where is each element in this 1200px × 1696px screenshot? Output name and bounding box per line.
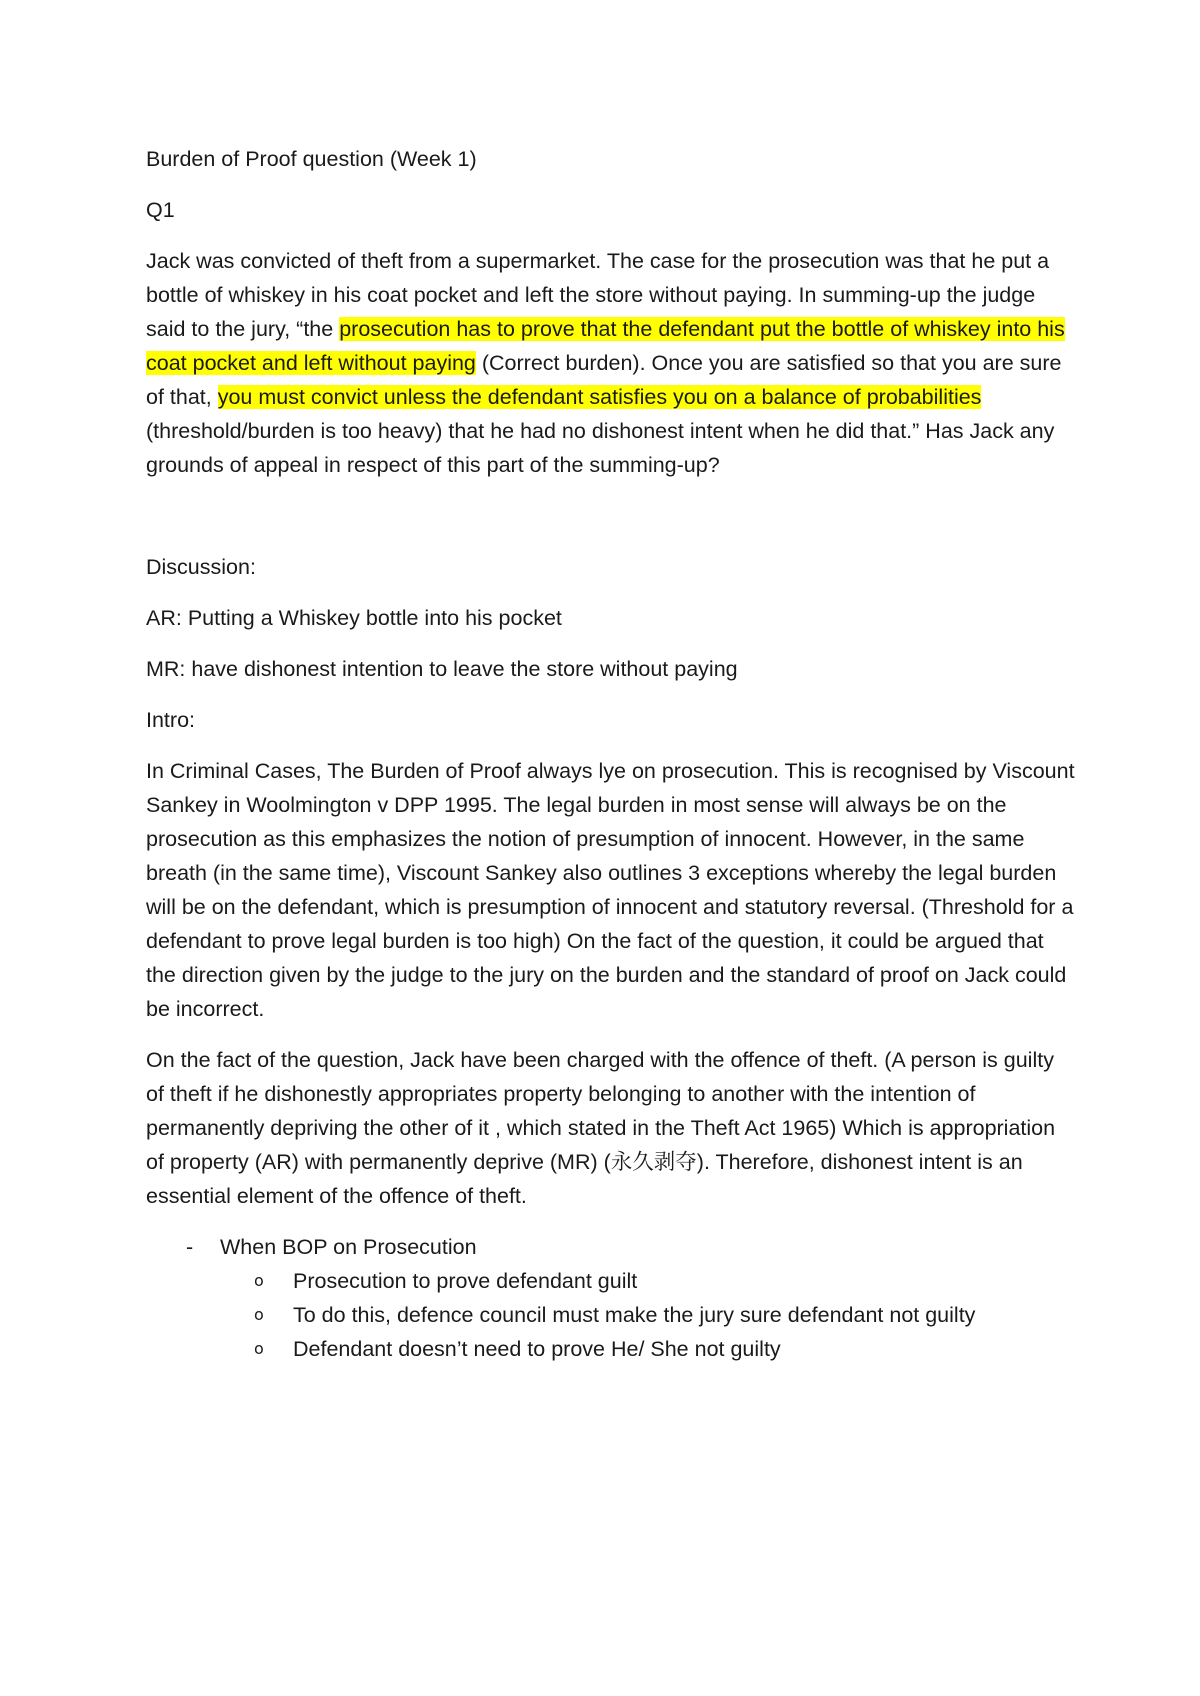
- discussion-label: Discussion:: [146, 555, 256, 579]
- theft-paragraph: On the fact of the question, Jack have been charged with the offence of theft. (A person is guilty of theft if he dishonestly appropriates property belonging to another with the intention of permanently depriving the other of it , which stated in the Theft Act 1965) Which is appropriation of property (AR) with permanently deprive (MR) (永久剥夺). Therefore, dishonest intent is an essential element of the offence of theft.: [146, 1048, 1056, 1208]
- intro-paragraph: In Criminal Cases, The Burden of Proof always lye on prosecution. This is recognised by Viscount Sankey in Woolmington v DPP 1995. The legal burden in most sense will always be on the prosecution as this emphasizes the notion of presumption of innocent. However, in the same breath (in the same time), Viscount Sankey also outlines 3 exceptions whereby the legal burden will be on the defendant, which is presumption of innocent and statutory reversal. (Threshold for a defendant to prove legal burden is too high) On the fact of the question, it could be argued that the direction given by the judge to the jury on the burden and the standard of proof on Jack could be incorrect.: [146, 759, 1075, 1021]
- intro-label: Intro:: [146, 708, 195, 732]
- circle-bullet-icon: o: [254, 1305, 264, 1324]
- sub-list-item: [254, 1264, 1076, 1298]
- dash-bullet-icon: -: [186, 1235, 194, 1259]
- document-page: [146, 142, 1076, 1366]
- actus-reus-line: AR: Putting a Whiskey bottle into his pocket: [146, 606, 562, 630]
- sub-list-item-label: Prosecution to prove defendant guilt: [293, 1269, 638, 1293]
- blank-spacer: [146, 499, 1076, 550]
- question-text-1: Jack was convicted of theft from a supermarket. The case for the prosecution was that he put a bottle of whiskey in his coat pocket and left the store without paying. In summing-up the judge said to the jury, “the: [146, 249, 1050, 341]
- mens-rea-line: MR: have dishonest intention to leave the store without paying: [146, 657, 738, 681]
- highlight-correct-burden: prosecution has to prove that the defendant put the bottle of whiskey into his coat pocket and left without paying: [146, 317, 1065, 375]
- question-text-3: (threshold/burden is too heavy) that he had no dishonest intent when he did that.” Has Jack any grounds of appeal in respect of this part of the summing-up?: [146, 419, 1055, 477]
- circle-bullet-icon: o: [254, 1339, 264, 1358]
- sub-bullet-list: [220, 1264, 1076, 1366]
- circle-bullet-icon: o: [254, 1271, 264, 1290]
- sub-list-item-label: Defendant doesn’t need to prove He/ She not guilty: [293, 1337, 781, 1361]
- sub-list-item: [254, 1332, 1076, 1366]
- question-label: Q1: [146, 198, 175, 222]
- sub-list-item: [254, 1298, 1076, 1332]
- bullet-list: [146, 1230, 1076, 1366]
- sub-list-item-label: To do this, defence council must make the jury sure defendant not guilty: [293, 1303, 976, 1327]
- list-item-bop-prosecution: [186, 1230, 1076, 1366]
- highlight-heavy-burden: you must convict unless the defendant satisfies you on a balance of probabilities: [217, 385, 982, 409]
- question-paragraph: [146, 244, 1076, 482]
- document-title: Burden of Proof question (Week 1): [146, 147, 477, 171]
- question-text-2: (Correct burden). Once you are satisfied so that you are sure of that,: [146, 351, 1062, 409]
- list-item-label: When BOP on Prosecution: [220, 1235, 477, 1259]
